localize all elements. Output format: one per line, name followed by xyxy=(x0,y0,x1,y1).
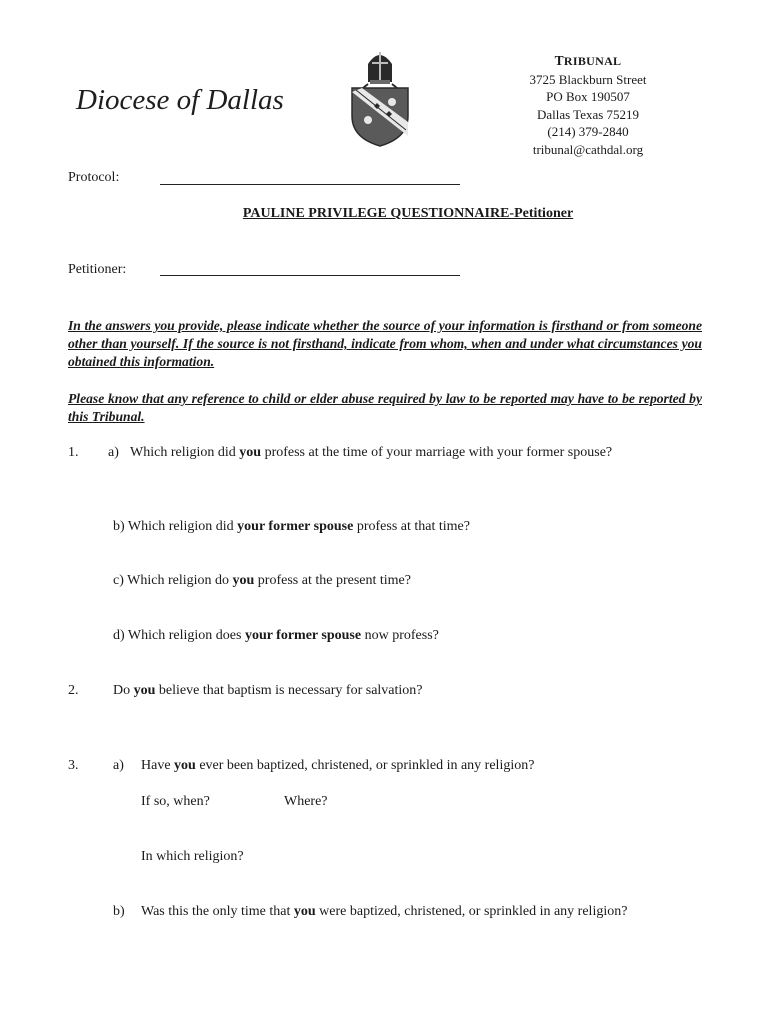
question-2-number: 2. xyxy=(68,683,79,698)
question-1d-text: d) Which religion does your former spouse now profess? xyxy=(113,628,439,643)
question-1b-text: b) Which religion did your former spouse profess at that time? xyxy=(113,519,470,534)
tribunal-heading: TRIBUNAL xyxy=(554,53,622,68)
question-1-number: 1. xyxy=(68,445,79,460)
question-2-text: Do you believe that baptism is necessary for salvation? xyxy=(113,683,423,698)
address-city: Dallas Texas 75219 xyxy=(536,106,640,122)
tribunal-address-block xyxy=(508,52,668,158)
question-1c-text: c) Which religion do you profess at the present time? xyxy=(113,573,411,588)
petitioner-label: Petitioner: xyxy=(68,262,127,277)
question-3a-text: Have you ever been baptized, christened, or sprinkled in any religion? xyxy=(141,758,535,773)
petitioner-field[interactable] xyxy=(160,275,460,276)
instruction-source-paragraph: In the answers you provide, please indicate whether the source of your information is firsthand or from someone other than yourself. If the source is not firsthand, indicate from whom, when and under what circumstances you obtained this information. xyxy=(68,318,702,369)
protocol-field[interactable] xyxy=(160,184,460,185)
address-phone: (214) 379-2840 xyxy=(547,124,629,139)
question-3b-prefix: b) xyxy=(113,904,125,919)
question-1a-prefix: a) xyxy=(108,445,119,460)
address-email[interactable]: tribunal@cathdal.org xyxy=(532,141,644,157)
question-3a-religion-label: In which religion? xyxy=(141,849,244,864)
instruction-abuse-paragraph: Please know that any reference to child or elder abuse required by law to be reported may have to be reported by this Tribunal. xyxy=(68,391,702,424)
address-street: 3725 Blackburn Street xyxy=(529,71,647,87)
address-po-box: PO Box 190507 xyxy=(546,89,630,104)
question-3a-prefix: a) xyxy=(113,758,124,773)
question-3-number: 3. xyxy=(68,758,79,773)
document-title: PAULINE PRIVILEGE QUESTIONNAIRE-Petitioner xyxy=(242,206,574,221)
question-3a-when-label: If so, when? xyxy=(141,794,210,809)
question-1a-text: Which religion did you profess at the time of your marriage with your former spouse? xyxy=(130,445,613,460)
question-3a-where-label: Where? xyxy=(284,794,328,809)
question-3b-text: Was this the only time that you were baptized, christened, or sprinkled in any religion? xyxy=(141,904,628,919)
protocol-label: Protocol: xyxy=(68,170,120,185)
diocese-logo-text: Diocese of Dallas xyxy=(76,84,284,116)
diocese-crest-icon xyxy=(348,44,412,148)
